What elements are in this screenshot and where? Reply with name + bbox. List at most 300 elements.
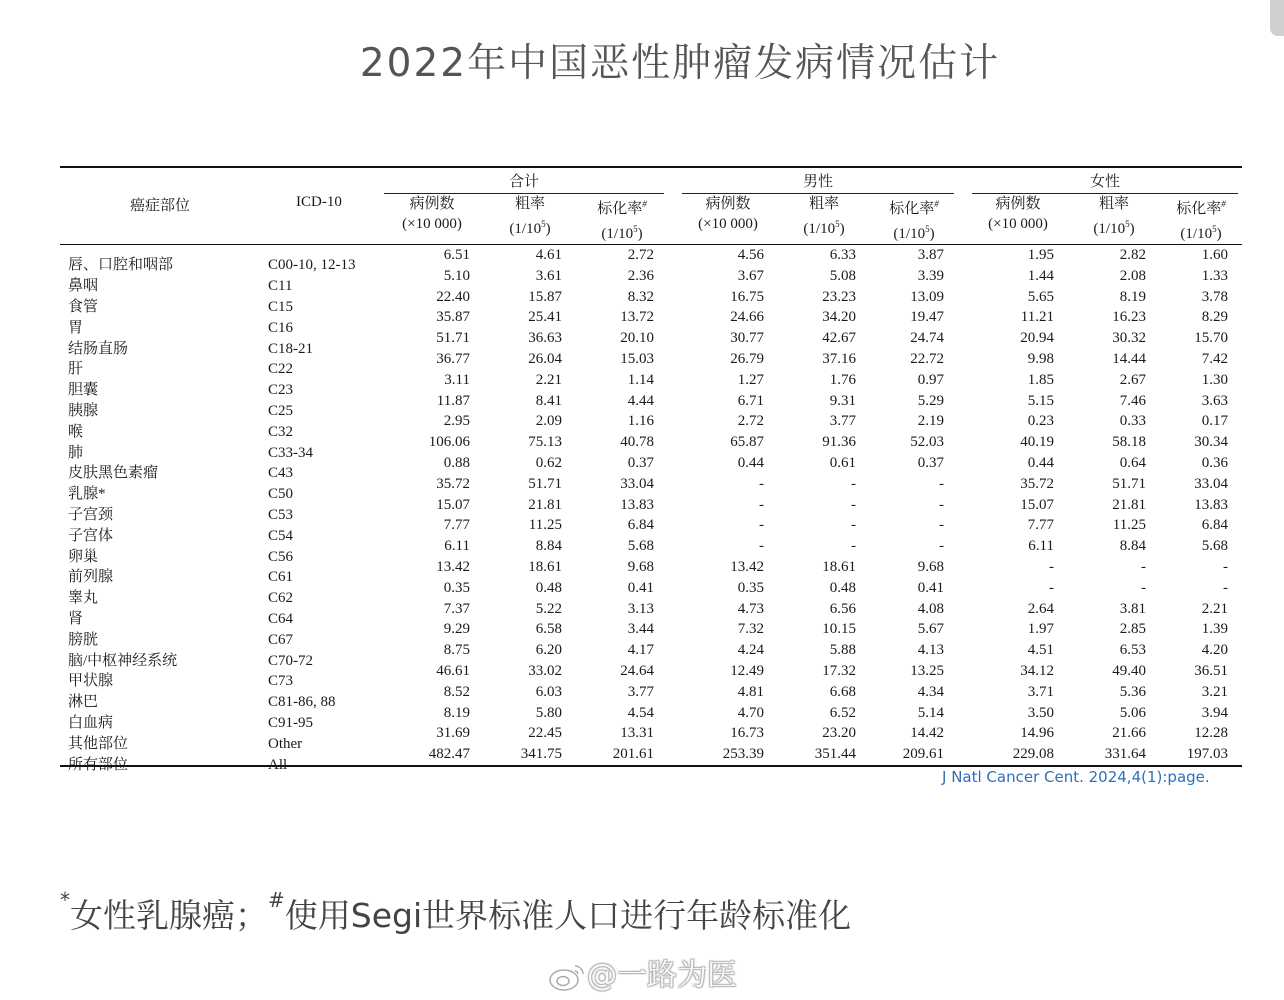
cell-value: 13.42 bbox=[436, 558, 470, 575]
cell-value: 2.09 bbox=[535, 413, 562, 430]
cell-icd: C70-72 bbox=[268, 652, 313, 669]
cell-value: 13.25 bbox=[910, 662, 944, 679]
table-row bbox=[60, 619, 1242, 640]
cell-value: 5.22 bbox=[535, 600, 562, 617]
table-row bbox=[60, 744, 1242, 766]
cell-value: 1.33 bbox=[1201, 267, 1228, 284]
table-row bbox=[60, 349, 1242, 370]
cell-icd: C23 bbox=[268, 382, 294, 399]
cell-icd: C54 bbox=[268, 527, 294, 544]
cell-value: - bbox=[759, 538, 764, 555]
cell-value: 0.17 bbox=[1201, 413, 1228, 430]
cell-value: 6.68 bbox=[829, 683, 856, 700]
cell-value: - bbox=[1141, 579, 1146, 596]
table-row bbox=[60, 703, 1242, 724]
table-row bbox=[60, 266, 1242, 287]
incidence-table bbox=[60, 166, 1242, 773]
cell-value: 1.60 bbox=[1201, 247, 1228, 263]
cell-value: 0.62 bbox=[535, 454, 562, 471]
cell-value: 0.41 bbox=[917, 579, 944, 596]
cell-value: 4.34 bbox=[917, 683, 944, 700]
cell-icd: All bbox=[268, 756, 288, 773]
cell-icd: C33-34 bbox=[268, 444, 313, 461]
table-row bbox=[60, 515, 1242, 536]
cell-value: 13.31 bbox=[620, 725, 654, 742]
cell-value: 35.72 bbox=[1020, 475, 1054, 492]
col-header-male-1: 粗率 $(1/10^5)$ bbox=[803, 196, 845, 237]
cell-value: 37.16 bbox=[822, 350, 856, 367]
cell-value: 2.21 bbox=[1201, 600, 1228, 617]
table-row bbox=[60, 474, 1242, 495]
cell-value: 3.63 bbox=[1201, 392, 1228, 409]
cell-value: 12.49 bbox=[730, 662, 764, 679]
cell-value: 1.95 bbox=[1027, 247, 1054, 263]
cell-value: 351.44 bbox=[814, 746, 856, 763]
cell-value: - bbox=[1141, 558, 1146, 575]
cell-value: 9.68 bbox=[917, 558, 944, 575]
group-header-male: 男性 bbox=[678, 167, 958, 194]
col-header-total-0: 病例数 (×10 000) bbox=[402, 196, 462, 232]
cell-value: 1.30 bbox=[1201, 371, 1228, 388]
cell-site: 睾丸 bbox=[68, 590, 99, 607]
cell-value: 6.03 bbox=[535, 683, 562, 700]
cell-icd: C32 bbox=[268, 423, 294, 440]
cell-value: 36.63 bbox=[528, 330, 562, 347]
cell-value: 482.47 bbox=[428, 746, 470, 763]
cell-site: 食管 bbox=[68, 298, 99, 315]
cell-value: 341.75 bbox=[520, 746, 562, 763]
cell-site: 胃 bbox=[68, 319, 84, 336]
cell-value: 3.77 bbox=[829, 413, 856, 430]
cell-value: 19.47 bbox=[910, 309, 944, 326]
cell-value: 13.83 bbox=[620, 496, 654, 513]
cell-value: 197.03 bbox=[1186, 746, 1228, 763]
cell-value: 5.14 bbox=[917, 704, 944, 721]
cell-value: 14.42 bbox=[910, 725, 944, 742]
cell-icd: C25 bbox=[268, 402, 294, 419]
table-row bbox=[60, 328, 1242, 349]
group-header-female: 女性 bbox=[968, 167, 1242, 194]
header-site: 癌症部位 bbox=[130, 198, 191, 214]
cell-icd: C43 bbox=[268, 465, 294, 482]
cell-site: 甲状腺 bbox=[68, 673, 114, 690]
cell-value: 46.61 bbox=[436, 662, 470, 679]
table-row bbox=[60, 411, 1242, 432]
col-header-male-2: 标化率# $(1/10^5)$ bbox=[889, 199, 939, 242]
cell-value: 13.09 bbox=[910, 288, 944, 305]
citation-link[interactable]: J Natl Cancer Cent. 2024,4(1):page. bbox=[942, 768, 1210, 786]
cell-value: 4.73 bbox=[737, 600, 764, 617]
cell-value: - bbox=[759, 475, 764, 492]
table-row bbox=[60, 391, 1242, 412]
cell-value: 18.61 bbox=[528, 558, 562, 575]
cell-value: 21.81 bbox=[1112, 496, 1146, 513]
cell-value: - bbox=[1223, 558, 1228, 575]
cell-value: 2.36 bbox=[627, 267, 654, 284]
cell-value: 4.44 bbox=[627, 392, 654, 409]
header-icd: ICD-10 bbox=[296, 194, 342, 210]
cell-value: 5.06 bbox=[1119, 704, 1146, 721]
cell-value: 51.71 bbox=[436, 330, 470, 347]
col-header-female-2: 标化率# $(1/10^5)$ bbox=[1176, 199, 1226, 242]
cell-value: 15.07 bbox=[1020, 496, 1054, 513]
cell-value: - bbox=[1049, 579, 1054, 596]
cell-value: 24.66 bbox=[730, 309, 764, 326]
cell-value: 1.27 bbox=[737, 371, 764, 388]
cell-value: 253.39 bbox=[722, 746, 764, 763]
cell-value: 3.81 bbox=[1119, 600, 1146, 617]
cell-value: 11.25 bbox=[1112, 517, 1146, 534]
cell-value: 13.72 bbox=[620, 309, 654, 326]
cell-value: 5.68 bbox=[627, 538, 654, 555]
cell-value: 22.72 bbox=[910, 350, 944, 367]
cell-value: 0.48 bbox=[829, 579, 856, 596]
cell-site: 唇、口腔和咽部 bbox=[68, 257, 174, 274]
cell-value: 6.20 bbox=[535, 642, 562, 659]
cell-value: 7.37 bbox=[443, 600, 470, 617]
cell-value: 24.74 bbox=[910, 330, 944, 347]
cell-value: 0.64 bbox=[1119, 454, 1146, 471]
page-title: 2022年中国恶性肿瘤发病情况估计 bbox=[359, 41, 1001, 86]
cell-value: 5.65 bbox=[1027, 288, 1054, 305]
cell-value: 34.20 bbox=[822, 309, 856, 326]
cell-value: 16.23 bbox=[1112, 309, 1146, 326]
cell-site: 所有部位 bbox=[68, 756, 129, 773]
cell-value: 6.53 bbox=[1119, 642, 1146, 659]
cell-value: 4.08 bbox=[917, 600, 944, 617]
cell-value: 201.61 bbox=[612, 746, 654, 763]
cell-value: 21.66 bbox=[1112, 725, 1146, 742]
cell-icd: C62 bbox=[268, 590, 294, 607]
cell-value: 5.08 bbox=[829, 267, 856, 284]
cell-value: 11.21 bbox=[1020, 309, 1054, 326]
cell-icd: C11 bbox=[268, 278, 293, 295]
cell-value: 5.80 bbox=[535, 704, 562, 721]
cell-value: 6.56 bbox=[829, 600, 856, 617]
cell-icd: C50 bbox=[268, 486, 294, 503]
cell-value: 8.29 bbox=[1201, 309, 1228, 326]
cell-value: 0.37 bbox=[627, 454, 654, 471]
cell-value: 20.10 bbox=[620, 330, 654, 347]
cell-icd: C73 bbox=[268, 673, 294, 690]
cell-value: 14.96 bbox=[1020, 725, 1054, 742]
cell-site: 子宫颈 bbox=[68, 506, 114, 523]
cell-value: 5.88 bbox=[829, 642, 856, 659]
cell-value: 9.68 bbox=[627, 558, 654, 575]
cell-site: 肝 bbox=[68, 361, 84, 378]
cell-value: 36.77 bbox=[436, 350, 470, 367]
cell-value: 0.36 bbox=[1201, 454, 1228, 471]
cell-value: 6.71 bbox=[737, 392, 764, 409]
cell-value: 4.51 bbox=[1027, 642, 1054, 659]
cell-value: 49.40 bbox=[1112, 662, 1146, 679]
cell-icd: C61 bbox=[268, 569, 294, 586]
table-row bbox=[60, 640, 1242, 661]
cell-value: - bbox=[1049, 558, 1054, 575]
cell-value: - bbox=[939, 517, 944, 534]
cell-value: 6.84 bbox=[627, 517, 654, 534]
cell-value: - bbox=[851, 517, 856, 534]
cell-value: 3.87 bbox=[917, 247, 944, 263]
cell-value: 11.25 bbox=[528, 517, 562, 534]
cell-value: 52.03 bbox=[910, 434, 944, 451]
cell-value: 20.94 bbox=[1020, 330, 1054, 347]
cell-value: 51.71 bbox=[1112, 475, 1146, 492]
cell-value: 0.35 bbox=[443, 579, 470, 596]
cell-value: 15.70 bbox=[1194, 330, 1228, 347]
cell-value: 5.29 bbox=[917, 392, 944, 409]
table-row bbox=[60, 557, 1242, 578]
cell-value: 9.98 bbox=[1027, 350, 1054, 367]
cell-value: 3.71 bbox=[1027, 683, 1054, 700]
cell-value: 30.77 bbox=[730, 330, 764, 347]
cell-value: 26.79 bbox=[730, 350, 764, 367]
cell-site: 前列腺 bbox=[68, 569, 114, 586]
cell-site: 鼻咽 bbox=[68, 278, 99, 295]
cell-value: 5.67 bbox=[917, 621, 944, 638]
cell-value: 4.20 bbox=[1201, 642, 1228, 659]
cell-value: 1.76 bbox=[829, 371, 856, 388]
group-header-total: 合计 bbox=[380, 167, 668, 194]
cell-value: 106.06 bbox=[428, 434, 470, 451]
cell-value: 3.44 bbox=[627, 621, 654, 638]
cell-value: 3.39 bbox=[917, 267, 944, 284]
table-row bbox=[60, 599, 1242, 620]
cell-value: 40.19 bbox=[1020, 434, 1054, 451]
cell-value: 24.64 bbox=[620, 662, 654, 679]
cell-value: 34.12 bbox=[1020, 662, 1054, 679]
cell-value: 15.03 bbox=[620, 350, 654, 367]
cell-site: 子宫体 bbox=[68, 527, 114, 544]
cell-value: 4.17 bbox=[627, 642, 654, 659]
cell-value: 8.19 bbox=[1119, 288, 1146, 305]
cell-value: 3.11 bbox=[444, 371, 470, 388]
cell-value: 23.20 bbox=[822, 725, 856, 742]
cell-value: 3.77 bbox=[627, 683, 654, 700]
cell-value: 16.75 bbox=[730, 288, 764, 305]
cell-value: 35.87 bbox=[436, 309, 470, 326]
cell-value: 51.71 bbox=[528, 475, 562, 492]
cell-value: 58.18 bbox=[1112, 434, 1146, 451]
cell-value: 65.87 bbox=[730, 434, 764, 451]
table-row bbox=[60, 536, 1242, 557]
cell-value: - bbox=[851, 475, 856, 492]
cell-value: 17.32 bbox=[822, 662, 856, 679]
cell-value: 7.46 bbox=[1119, 392, 1146, 409]
cell-value: 33.04 bbox=[1194, 475, 1228, 492]
cell-value: 8.32 bbox=[627, 288, 654, 305]
cell-value: 35.72 bbox=[436, 475, 470, 492]
cell-site: 卵巢 bbox=[68, 548, 99, 565]
cell-value: 1.16 bbox=[627, 413, 654, 430]
cell-icd: C16 bbox=[268, 319, 294, 336]
table-row bbox=[60, 245, 1242, 266]
cell-site: 结肠直肠 bbox=[68, 340, 129, 357]
cell-value: 30.34 bbox=[1194, 434, 1228, 451]
cell-icd: C22 bbox=[268, 361, 294, 378]
cell-value: 22.40 bbox=[436, 288, 470, 305]
cell-value: 4.54 bbox=[627, 704, 654, 721]
cell-value: 6.52 bbox=[829, 704, 856, 721]
cell-value: 3.67 bbox=[737, 267, 764, 284]
cell-value: 31.69 bbox=[436, 725, 470, 742]
cell-icd: Other bbox=[268, 735, 303, 752]
weibo-icon bbox=[547, 962, 587, 992]
footnote: *女性乳腺癌；#使用Segi世界标准人口进行年龄标准化 bbox=[60, 888, 852, 935]
cell-site: 乳腺* bbox=[68, 486, 106, 503]
cell-value: - bbox=[939, 538, 944, 555]
cell-value: - bbox=[759, 517, 764, 534]
cell-icd: C56 bbox=[268, 548, 294, 565]
cell-value: 6.11 bbox=[1028, 538, 1054, 555]
col-header-female-0: 病例数 (×10 000) bbox=[988, 196, 1048, 232]
cell-value: 40.78 bbox=[620, 434, 654, 451]
cell-value: 26.04 bbox=[528, 350, 562, 367]
cell-value: 7.42 bbox=[1201, 350, 1228, 367]
cell-value: 8.52 bbox=[443, 683, 470, 700]
cell-site: 胰腺 bbox=[68, 402, 99, 419]
cell-value: 1.39 bbox=[1201, 621, 1228, 638]
cell-value: 3.21 bbox=[1201, 683, 1228, 700]
table-row bbox=[60, 307, 1242, 328]
cell-value: 0.35 bbox=[737, 579, 764, 596]
cell-value: 75.13 bbox=[528, 434, 562, 451]
cell-value: 4.61 bbox=[535, 247, 562, 263]
cell-value: 6.11 bbox=[444, 538, 470, 555]
cell-value: 2.82 bbox=[1119, 247, 1146, 263]
cell-value: 0.37 bbox=[917, 454, 944, 471]
cell-value: 6.33 bbox=[829, 247, 856, 263]
cell-value: 21.81 bbox=[528, 496, 562, 513]
cell-value: 25.41 bbox=[528, 309, 562, 326]
cell-value: 8.19 bbox=[443, 704, 470, 721]
cell-value: 23.23 bbox=[822, 288, 856, 305]
cell-value: 8.41 bbox=[535, 392, 562, 409]
cell-value: 5.68 bbox=[1201, 538, 1228, 555]
cell-value: 7.32 bbox=[737, 621, 764, 638]
cell-value: 6.51 bbox=[443, 247, 470, 263]
col-header-total-1: 粗率 $(1/10^5)$ bbox=[509, 196, 551, 237]
cell-value: 3.78 bbox=[1201, 288, 1228, 305]
cell-value: 2.21 bbox=[535, 371, 562, 388]
cell-value: 13.42 bbox=[730, 558, 764, 575]
cell-icd: C67 bbox=[268, 631, 294, 648]
table-row bbox=[60, 578, 1242, 599]
cell-value: 5.10 bbox=[443, 267, 470, 284]
cell-value: 4.24 bbox=[737, 642, 764, 659]
cell-value: - bbox=[939, 496, 944, 513]
table-row bbox=[60, 723, 1242, 744]
cell-value: 4.70 bbox=[737, 704, 764, 721]
cell-value: 229.08 bbox=[1012, 746, 1054, 763]
cell-site: 肾 bbox=[68, 610, 84, 627]
cell-value: 91.36 bbox=[822, 434, 856, 451]
cell-value: 2.85 bbox=[1119, 621, 1146, 638]
table-row bbox=[60, 661, 1242, 682]
cell-value: 0.41 bbox=[627, 579, 654, 596]
cell-value: 8.84 bbox=[1119, 538, 1146, 555]
table-row bbox=[60, 370, 1242, 391]
cell-site: 肺 bbox=[68, 444, 84, 461]
cell-site: 喉 bbox=[68, 423, 84, 440]
cell-value: 9.31 bbox=[829, 392, 856, 409]
cell-icd: C64 bbox=[268, 610, 294, 627]
cell-value: 22.45 bbox=[528, 725, 562, 742]
cell-value: 33.02 bbox=[528, 662, 562, 679]
cell-value: 15.87 bbox=[528, 288, 562, 305]
cell-value: - bbox=[939, 475, 944, 492]
table-row bbox=[60, 287, 1242, 308]
cell-value: - bbox=[851, 538, 856, 555]
cell-value: 209.61 bbox=[902, 746, 944, 763]
cell-value: - bbox=[851, 496, 856, 513]
cell-value: 2.67 bbox=[1119, 371, 1146, 388]
cell-value: 2.08 bbox=[1119, 267, 1146, 284]
cell-value: 7.77 bbox=[1027, 517, 1054, 534]
col-header-male-0: 病例数 (×10 000) bbox=[698, 196, 758, 232]
cell-value: 0.44 bbox=[1027, 454, 1054, 471]
cell-icd: C00-10, 12-13 bbox=[268, 257, 356, 274]
cell-value: 4.13 bbox=[917, 642, 944, 659]
cell-value: 36.51 bbox=[1194, 662, 1228, 679]
cell-value: 2.64 bbox=[1027, 600, 1054, 617]
cell-value: 5.15 bbox=[1027, 392, 1054, 409]
cell-value: 6.84 bbox=[1201, 517, 1228, 534]
cell-value: 13.83 bbox=[1194, 496, 1228, 513]
cell-value: 11.87 bbox=[436, 392, 470, 409]
cell-value: 16.73 bbox=[730, 725, 764, 742]
table-row bbox=[60, 432, 1242, 453]
cell-icd: C91-95 bbox=[268, 714, 313, 731]
cell-value: 8.75 bbox=[443, 642, 470, 659]
cell-value: 1.85 bbox=[1027, 371, 1054, 388]
cell-site: 胆囊 bbox=[68, 382, 99, 399]
cell-value: 1.44 bbox=[1027, 267, 1054, 284]
cell-value: 2.95 bbox=[443, 413, 470, 430]
cell-value: 3.13 bbox=[627, 600, 654, 617]
cell-value: 14.44 bbox=[1112, 350, 1146, 367]
cell-icd: C18-21 bbox=[268, 340, 313, 357]
cell-value: 0.44 bbox=[737, 454, 764, 471]
cell-icd: C53 bbox=[268, 506, 294, 523]
window-edge bbox=[1270, 0, 1284, 36]
cell-value: 0.88 bbox=[443, 454, 470, 471]
cell-value: 0.48 bbox=[535, 579, 562, 596]
cell-value: 42.67 bbox=[822, 330, 856, 347]
cell-value: 8.84 bbox=[535, 538, 562, 555]
cell-value: 12.28 bbox=[1194, 725, 1228, 742]
cell-value: 0.61 bbox=[829, 454, 856, 471]
cell-value: 33.04 bbox=[620, 475, 654, 492]
cell-site: 皮肤黑色素瘤 bbox=[68, 465, 159, 482]
cell-value: 4.56 bbox=[737, 247, 764, 263]
watermark: @一路为医 bbox=[0, 950, 1284, 994]
cell-value: 3.94 bbox=[1201, 704, 1228, 721]
cell-value: 9.29 bbox=[443, 621, 470, 638]
cell-value: 7.77 bbox=[443, 517, 470, 534]
cell-value: 2.72 bbox=[737, 413, 764, 430]
cell-value: 3.50 bbox=[1027, 704, 1054, 721]
cell-value: 1.97 bbox=[1027, 621, 1054, 638]
cell-value: 30.32 bbox=[1112, 330, 1146, 347]
cell-value: 2.72 bbox=[627, 247, 654, 263]
cell-value: - bbox=[759, 496, 764, 513]
cell-value: 15.07 bbox=[436, 496, 470, 513]
cell-site: 其他部位 bbox=[68, 735, 129, 752]
cell-value: 10.15 bbox=[822, 621, 856, 638]
cell-value: 6.58 bbox=[535, 621, 562, 638]
cell-site: 膀胱 bbox=[68, 631, 99, 648]
